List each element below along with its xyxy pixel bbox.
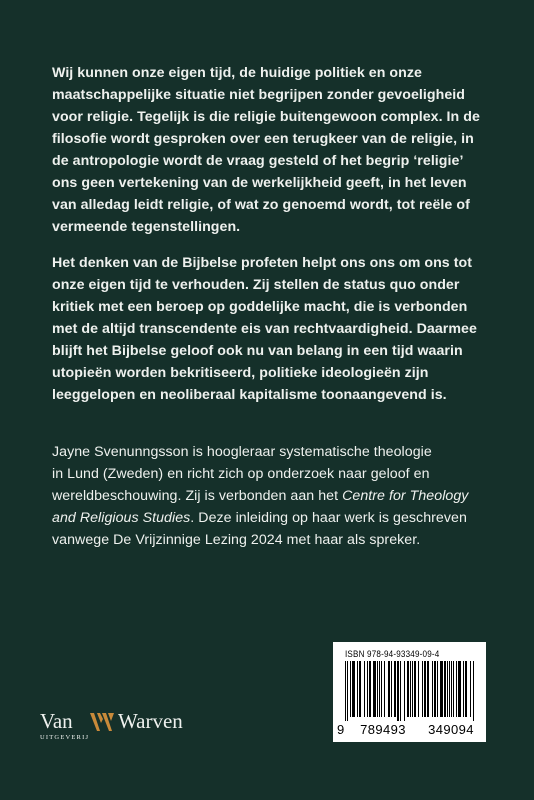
barcode-bar	[369, 661, 371, 717]
text-line: ons geen vertekening van de werkelijkheid geeft, in het leven	[52, 175, 467, 191]
text-line: utopieën worden bekritiseerd, politieke ideologieën zijn	[52, 365, 429, 381]
barcode-bar	[447, 661, 448, 717]
barcode-bar	[410, 661, 411, 717]
text-line: leeggelopen en neoliberaal kapitalisme toonaangevend is.	[52, 387, 447, 403]
text-segment: . Deze inleiding op haar werk is geschreven	[190, 510, 467, 526]
barcode-bar	[388, 661, 390, 717]
barcode-bar	[404, 661, 405, 721]
barcode-bar	[397, 661, 399, 721]
barcode-bar	[400, 661, 401, 721]
barcode-bar	[377, 661, 378, 717]
barcode-bar	[418, 661, 419, 717]
text-line: de antropologie wordt de vraag gesteld of het begrip ‘religie’	[52, 153, 464, 169]
barcode-bar	[364, 661, 365, 717]
barcode-bar	[381, 661, 382, 717]
barcode-bar	[444, 661, 446, 717]
text-line: vanwege De Vrijzinnige Lezing 2024 met haar als spreker.	[52, 532, 421, 548]
barcode-bar	[347, 661, 348, 721]
publisher-name-right: Warven	[118, 709, 183, 733]
barcode-bar	[414, 661, 416, 717]
text-line: voor religie. Tegelijk is die religie buitengewoon complex. In de	[52, 109, 480, 125]
text-line: filosofie wordt gesproken over een terugkeer van de religie, in	[52, 131, 474, 147]
text-line: in Lund (Zweden) en richt zich op onderzoek naar geloof en	[52, 466, 430, 482]
barcode-bar	[345, 661, 346, 721]
barcode-bar	[473, 661, 474, 721]
text-line: vermeende tegenstellingen.	[52, 219, 241, 235]
prophets-paragraph	[52, 252, 492, 406]
barcode-bar	[451, 661, 452, 717]
text-line: kritiek met een beroep op goddelijke macht, die is verbonden	[52, 299, 468, 315]
barcode-bar	[453, 661, 454, 717]
barcode-bar	[357, 661, 358, 717]
barcode-digit-group-right: 349094	[428, 722, 474, 737]
barcode-bar	[373, 661, 376, 717]
text-line: maatschappelijke situatie niet begrijpen zonder gevoeligheid	[52, 87, 465, 103]
text-line	[52, 485, 492, 507]
barcode-digit-group-left: 789493	[360, 722, 406, 737]
text-line: onze eigen tijd te verhouden. Zij stellen de status quo onder	[52, 277, 460, 293]
barcode-bar	[458, 661, 461, 717]
barcode-bar	[427, 661, 429, 717]
barcode-bar	[437, 661, 438, 717]
isbn-label: ISBN 978-94-93349-09-4	[345, 649, 440, 659]
barcode-bar	[470, 661, 471, 717]
text-line: Het denken van de Bijbelse profeten helpt ons ons om ons tot	[52, 255, 473, 271]
barcode-bar	[434, 661, 436, 717]
barcode-bar	[407, 661, 409, 717]
barcode-bar	[412, 661, 413, 717]
barcode-bars	[343, 661, 477, 721]
barcode-bar	[352, 661, 355, 717]
text-line: met de altijd transcendente eis van rechtvaardigheid. Daarmee	[52, 321, 477, 337]
barcode-bar	[463, 661, 464, 717]
text-line: van alledag leidt religie, of wat zo genoemd wordt, tot reële of	[52, 197, 470, 213]
barcode-bar	[465, 661, 467, 717]
barcode-bar	[367, 661, 368, 717]
barcode-bar	[440, 661, 443, 717]
barcode-bar	[350, 661, 351, 717]
text-line: blijft het Bijbelse geloof ook nu van belang in een tijd waarin	[52, 343, 463, 359]
publisher-subtitle: UITGEVERIJ	[40, 734, 90, 741]
barcode-bar	[432, 661, 433, 717]
publisher-name-left: Van	[40, 709, 73, 733]
text-line: Jayne Svenunngsson is hoogleraar systematische theologie	[52, 444, 432, 460]
intro-paragraph	[52, 62, 492, 238]
publisher-logo	[40, 707, 240, 747]
barcode-bar	[359, 661, 361, 717]
barcode-bar	[449, 661, 450, 717]
isbn-barcode	[333, 642, 486, 742]
barcode-bar	[384, 661, 385, 717]
barcode-bar	[456, 661, 457, 717]
text-line: Wij kunnen onze eigen tijd, de huidige politiek en onze	[52, 65, 422, 81]
text-segment: wereldbeschouwing. Zij is verbonden aan het	[52, 488, 343, 504]
barcode-bar	[379, 661, 380, 717]
barcode-bar	[424, 661, 426, 717]
barcode-digits	[337, 722, 483, 737]
barcode-bar	[394, 661, 396, 717]
institution-name-part-1: Centre for Theology	[342, 488, 469, 504]
text-line	[52, 507, 492, 529]
barcode-digit-first: 9	[337, 722, 345, 737]
barcode-bar	[391, 661, 392, 717]
barcode-bar	[422, 661, 423, 717]
institution-name-part-2: and Religious Studies	[52, 510, 191, 526]
author-bio-paragraph	[52, 441, 492, 551]
publisher-mark-icon	[88, 711, 116, 733]
